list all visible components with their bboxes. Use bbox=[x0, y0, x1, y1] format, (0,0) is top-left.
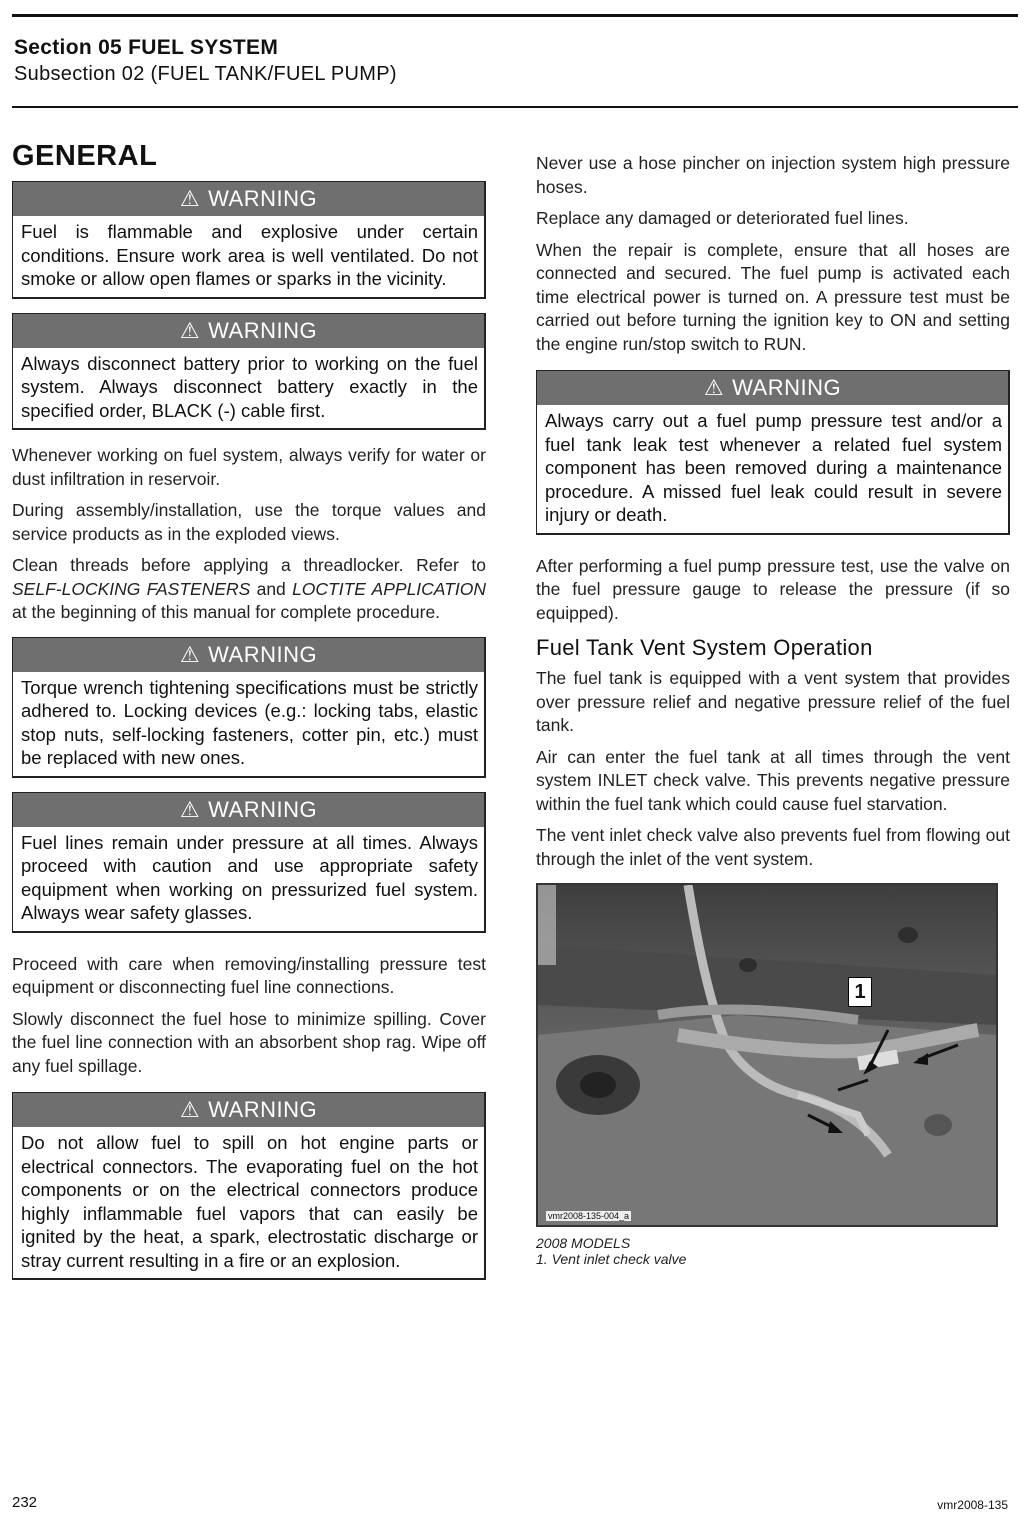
paragraph-hose-pincher: Never use a hose pincher on injection system high pressure hoses. bbox=[536, 153, 1010, 197]
paragraph-torque-values: During assembly/installation, use the torque values and service products as in the exploded views. bbox=[12, 500, 486, 544]
paragraph-repair-complete: When the repair is complete, ensure that all hoses are connected and secured. The fuel pump is activated each time electrical power is turned on. A pressure test must be carried out before turning the ignition key to ON and setting the engine run/stop switch to RUN. bbox=[536, 239, 1010, 354]
warning-text: Fuel is flammable and explosive under certain conditions. Ensure work area is well ventilated. Do not smoke or allow open flames or sparks in the vicinity. bbox=[21, 221, 478, 289]
warning-label: WARNING bbox=[208, 1097, 318, 1122]
warning-text: Do not allow fuel to spill on hot engine parts or electrical connectors. The evaporating fuel on the hot components or on the electrical connectors produce highly inflammable fuel vapors that can easily be ignited by the heat, a spark, electrostatic discharge or stray current resulting in a fire or an explosion. bbox=[21, 1132, 478, 1271]
paragraph-vent-system: The fuel tank is equipped with a vent system that provides over pressure relief and negative pressure relief of the fuel tank. bbox=[536, 668, 1010, 735]
paragraph-prevents-fuel: The vent inlet check valve also prevents fuel from flowing out through the inlet of the vent system. bbox=[536, 825, 1010, 869]
warning-label: WARNING bbox=[208, 317, 318, 343]
warning-triangle-icon: ⚠ bbox=[179, 186, 201, 211]
warning-label: WARNING bbox=[208, 186, 318, 211]
warning-header bbox=[13, 793, 484, 827]
figure-caption bbox=[536, 1235, 1010, 1267]
page-number: 232 bbox=[12, 1494, 38, 1511]
warning-header bbox=[13, 314, 484, 348]
paragraph-release-pressure: After performing a fuel pump pressure test, use the valve on the fuel pressure gauge to release the pressure (if so equipped). bbox=[536, 555, 1010, 623]
warning-text: Torque wrench tightening specifications must be strictly adhered to. Locking devices (e.g.: locking tabs, elastic stop nuts, self-locking fasteners, cotter pin, etc.) must be replaced with new ones. bbox=[21, 676, 478, 768]
warning-label: WARNING bbox=[732, 375, 842, 400]
photo-illustration bbox=[538, 885, 996, 1225]
warning-triangle-icon: ⚠ bbox=[179, 641, 201, 667]
warning-box-pump-test bbox=[536, 370, 1010, 535]
general-heading: GENERAL bbox=[12, 140, 158, 172]
page-header bbox=[14, 36, 397, 86]
right-column bbox=[536, 152, 1010, 1267]
reference-loctite: LOCTITE APPLICATION bbox=[292, 578, 486, 599]
warning-box-torque bbox=[12, 637, 486, 778]
warning-box-flammable bbox=[12, 181, 486, 299]
paragraph-replace-lines: Replace any damaged or deteriorated fuel lines. bbox=[536, 208, 909, 228]
warning-text: Always disconnect battery prior to working on the fuel system. Always disconnect battery exactly in the specified order, BLACK (-) cable first. bbox=[21, 352, 478, 421]
warning-triangle-icon: ⚠ bbox=[179, 1097, 201, 1122]
paragraph-infiltration: Whenever working on fuel system, always verify for water or dust infiltration in reservoir. bbox=[12, 445, 486, 489]
warning-header bbox=[537, 371, 1008, 405]
warning-box-hot-parts bbox=[12, 1092, 486, 1280]
text-segment: at the beginning of this manual for complete procedure. bbox=[12, 602, 441, 622]
reference-self-locking: SELF-LOCKING FASTENERS bbox=[12, 578, 251, 599]
warning-box-battery bbox=[12, 313, 486, 431]
paragraph-care: Proceed with care when removing/installing pressure test equipment or disconnecting fuel line connections. bbox=[12, 953, 486, 997]
warning-triangle-icon: ⚠ bbox=[703, 375, 725, 400]
caption-item: 1. Vent inlet check valve bbox=[536, 1251, 687, 1267]
document-code: vmr2008-135 bbox=[937, 1498, 1008, 1512]
warning-header bbox=[13, 182, 484, 216]
warning-text: Always carry out a fuel pump pressure test and/or a fuel tank leak test whenever a related fuel system component has been removed during a maintenance procedure. A missed fuel leak could result in severe injury or death. bbox=[545, 410, 1002, 525]
paragraph-disconnect: Slowly disconnect the fuel hose to minimize spilling. Cover the fuel line connection with an absorbent shop rag. Wipe off any fuel spillage. bbox=[12, 1008, 486, 1076]
text-segment: Clean threads before applying a threadlocker. Refer to bbox=[12, 555, 486, 575]
warning-label: WARNING bbox=[208, 641, 318, 667]
warning-label: WARNING bbox=[208, 796, 318, 822]
paragraph-inlet-check-valve: Air can enter the fuel tank at all times through the vent system INLET check valve. This prevents negative pressure within the fuel tank which could cause fuel starvation. bbox=[536, 746, 1010, 814]
warning-triangle-icon: ⚠ bbox=[179, 796, 201, 822]
vent-system-heading: Fuel Tank Vent System Operation bbox=[536, 635, 873, 660]
photo-callout-1: 1 bbox=[848, 977, 872, 1007]
warning-box-pressure bbox=[12, 792, 486, 933]
warning-triangle-icon: ⚠ bbox=[179, 317, 201, 343]
warning-header bbox=[13, 1093, 484, 1127]
text-segment: and bbox=[250, 578, 293, 599]
section-title: Section 05 FUEL SYSTEM bbox=[14, 36, 279, 59]
warning-header bbox=[13, 638, 484, 672]
header-rule bbox=[12, 106, 1018, 108]
figure-id: vmr2008-135-004_a bbox=[548, 1211, 630, 1221]
caption-title: 2008 MODELS bbox=[536, 1235, 631, 1251]
paragraph-threadlocker bbox=[12, 554, 486, 625]
subsection-title: Subsection 02 (FUEL TANK/FUEL PUMP) bbox=[14, 63, 397, 85]
vent-inlet-photo bbox=[536, 883, 998, 1227]
warning-text: Fuel lines remain under pressure at all times. Always proceed with caution and use appropriate safety equipment when working on pressurized fuel system. Always wear safety glasses. bbox=[21, 831, 478, 923]
left-column bbox=[12, 140, 486, 1294]
top-rule bbox=[12, 14, 1018, 17]
